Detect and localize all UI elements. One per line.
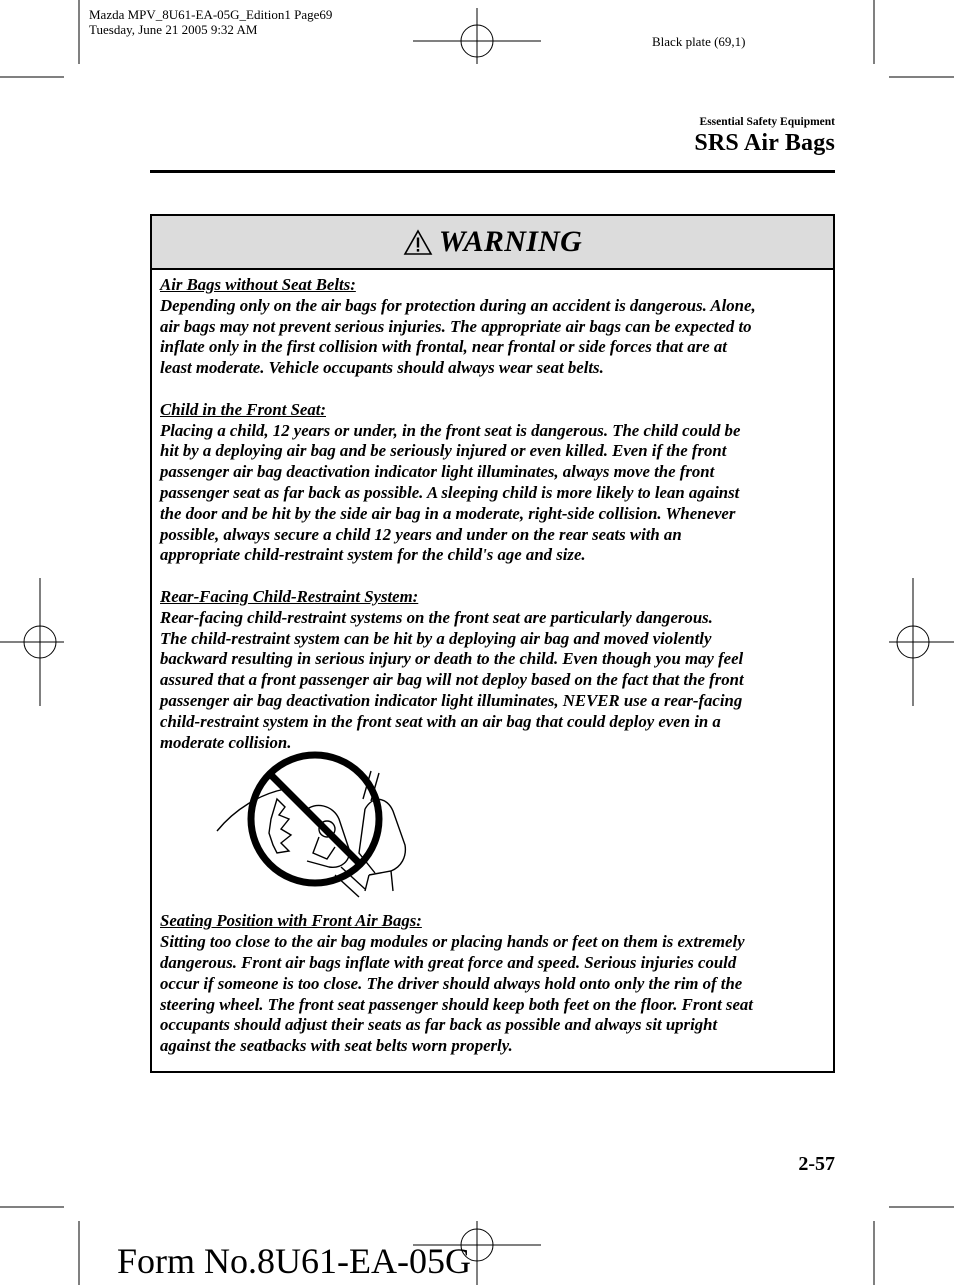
page-title: SRS Air Bags [694, 130, 835, 156]
block-line: possible, always secure a child 12 years and under on the rear seats with an [160, 524, 682, 544]
warning-box [150, 214, 835, 1073]
block-line: moderate collision. [160, 732, 292, 752]
block-line: Sitting too close to the air bag modules or placing hands or feet on them is extremely [160, 932, 745, 952]
print-metadata-file: Mazda MPV_8U61-EA-05G_Edition1 Page69 [89, 7, 333, 22]
warning-block-seat-belts [160, 275, 825, 379]
block-line: steering wheel. The front seat passenger should keep both feet on the floor. Front seat [160, 994, 753, 1014]
block-heading: Seating Position with Front Air Bags: [160, 911, 422, 931]
warning-header [152, 216, 833, 270]
block-line: inflate only in the first collision with frontal, near frontal or side forces that are at [160, 337, 727, 357]
plate-label: Black plate (69,1) [652, 34, 746, 49]
rear-facing-illustration [160, 749, 825, 899]
block-line: least moderate. Vehicle occupants should always wear seat belts. [160, 358, 604, 378]
block-heading: Child in the Front Seat: [160, 399, 326, 419]
block-heading: Rear-Facing Child-Restraint System: [160, 586, 419, 606]
warning-title: WARNING [438, 225, 583, 258]
block-line: Placing a child, 12 years or under, in the front seat is dangerous. The child could be [160, 420, 741, 440]
page-number: 2-57 [798, 1153, 835, 1175]
block-line: assured that a front passenger air bag will not deploy based on the fact that the front [160, 670, 744, 690]
title-rule [150, 170, 835, 173]
block-line: occur if someone is too close. The driver should always hold onto only the rim of the [160, 973, 743, 993]
warning-block-child-front-seat [160, 400, 825, 566]
block-line: hit by a deploying air bag and be seriously injured or even killed. Even if the front [160, 441, 727, 461]
block-line: passenger seat as far back as possible. A sleeping child is more likely to lean against [160, 482, 740, 502]
block-line: the door and be hit by the side air bag in a moderate, right-side collision. Whenever [160, 503, 736, 523]
block-line: appropriate child-restraint system for the child's age and size. [160, 545, 586, 565]
block-line: child-restraint system in the front seat with an air bag that could deploy even in a [160, 711, 721, 731]
block-line: against the seatbacks with seat belts worn properly. [160, 1036, 513, 1056]
block-line: Rear-facing child-restraint systems on the front seat are particularly dangerous. [160, 607, 713, 627]
warning-body [152, 270, 833, 1057]
block-line: passenger air bag deactivation indicator light illuminates, NEVER use a rear-facing [160, 690, 743, 710]
block-heading: Air Bags without Seat Belts: [160, 275, 356, 294]
block-line: passenger air bag deactivation indicator light illuminates, always move the front [160, 462, 715, 482]
block-line: backward resulting in serious injury or death to the child. Even though you may feel [160, 649, 744, 669]
form-number: Form No.8U61-EA-05G [117, 1241, 471, 1281]
block-line: dangerous. Front air bags inflate with great force and speed. Serious injuries could [160, 952, 737, 972]
warning-block-seating-position [160, 911, 825, 1057]
block-line: Depending only on the air bags for protection during an accident is dangerous. Alone, [160, 295, 756, 315]
warning-triangle-icon [403, 229, 433, 256]
warning-block-rear-facing [160, 587, 825, 753]
block-line: air bags may not prevent serious injuries. The appropriate air bags can be expected to [160, 316, 752, 336]
prohibited-rear-facing-child-seat-icon [215, 749, 415, 899]
print-metadata [89, 7, 332, 37]
print-metadata-date: Tuesday, June 21 2005 9:32 AM [89, 22, 258, 37]
block-line: occupants should adjust their seats as far back as possible and always sit upright [160, 1015, 718, 1035]
section-label: Essential Safety Equipment [699, 116, 835, 128]
block-line: The child-restraint system can be hit by a deploying air bag and moved violently [160, 628, 712, 648]
